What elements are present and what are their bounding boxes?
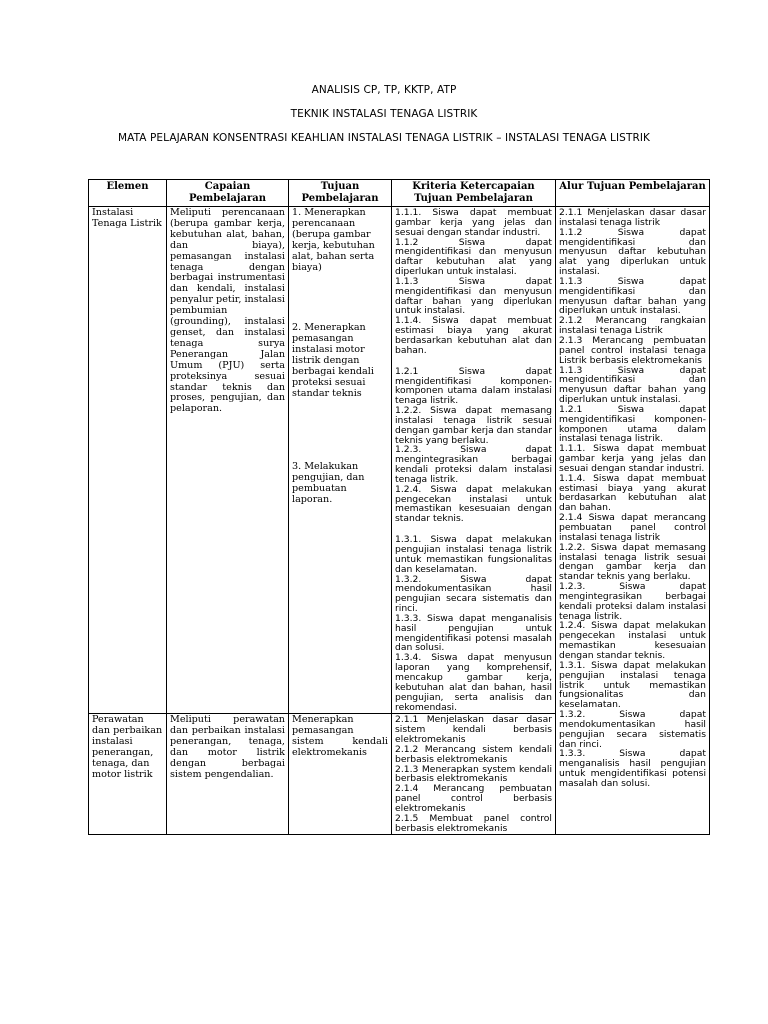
elemen-text: Perawatan dan perbaikan instalasi penerangan, tenaga, dan motor listrik [92, 714, 163, 780]
table-row [89, 207, 710, 714]
header-tujuan: Tujuan Pembelajaran [289, 180, 392, 207]
doc-title: ANALISIS CP, TP, KKTP, ATP [311, 84, 457, 96]
table-header-row [89, 180, 710, 207]
cell-tujuan [289, 207, 392, 714]
kriteria-text: 2.1.1 Menjelaskan dasar dasar sistem kendali berbasis elektromekanis 2.1.2 Merancang sistem kendali berbasis elektromekanis 2.1.3 Menerapkan system kendali berbasis elektromekanis 2.1.4 Merancang pembuatan panel control berbasis elektromekanis 2.1.5 Membuat panel control berbasis elektromekanis [395, 714, 552, 834]
analysis-table [88, 179, 710, 835]
cell-capaian [167, 207, 289, 714]
cell-elemen [89, 207, 167, 714]
cell-kriteria [392, 207, 556, 714]
capaian-text: Meliputi perawatan dan perbaikan instalasi penerangan, tenaga, dan motor listrik dengan berbagai sistem pengendalian. [170, 714, 285, 780]
kriteria-group-2: 1.2.1 Siswa dapat mengidentifikasi komponen-komponen utama dalam instalasi tenaga listrik. 1.2.2. Siswa dapat memasang instalasi tenaga listrik sesuai dengan gambar kerja dan standar teknis yang berlaku. 1.2.3. Siswa dapat mengintegrasikan berbagai kendali proteksi dalam instalasi tenaga listrik. 1.2.4. Siswa dapat melakukan pengecekan instalasi untuk memastikan kesesuaian dengan standar teknis. [395, 365, 552, 525]
header-alur: Alur Tujuan Pembelajaran [556, 180, 710, 207]
alur-text: 2.1.1 Menjelaskan dasar dasar instalasi tenaga listrik 1.1.2 Siswa dapat mengidentifikasi dan menyusun daftar kebutuhan alat yang diperlukan untuk instalasi. 1.1.3 Siswa dapat mengidentifikasi dan menyusun daftar bahan yang diperlukan untuk instalasi. 2.1.2 Merancang rangkaian instalasi tenaga Listrik 2.1.3 Merancang pembuatan panel control instalasi tenaga Listrik berbasis elektromekanis 1.1.3 Siswa dapat mengidentifikasi dan menyusun daftar bahan yang diperlukan untuk instalasi. 1.2.1 Siswa dapat mengidentifikasi komponen-komponen utama dalam instalasi tenaga listrik. 1.1.1. Siswa dapat membuat gambar kerja yang jelas dan sesuai dengan standar industri. 1.1.4. Siswa dapat membuat estimasi biaya yang akurat berdasarkan kebutuhan alat dan bahan. 2.1.4 Siswa dapat merancang pembuatan panel control instalasi tenaga listrik 1.2.2. Siswa dapat memasang instalasi tenaga listrik sesuai dengan gambar kerja dan standar teknis yang berlaku. 1.2.3. Siswa dapat mengintegrasikan berbagai kendali proteksi dalam instalasi tenaga listrik. 1.2.4. Siswa dapat melakukan pengecekan instalasi untuk memastikan kesesuaian dengan standar teknis. 1.3.1. Siswa dapat melakukan pengujian instalasi tenaga listrik untuk memastikan fungsionalitas dan keselamatan. 1.3.2. Siswa dapat mendokumentasikan hasil pengujian secara sistematis dan rinci. 1.3.3. Siswa dapat menganalisis hasil pengujian untuk mengidentifikasi potensi masalah dan solusi. [559, 207, 706, 789]
cell-alur [556, 207, 710, 835]
elemen-text: Instalasi Tenaga Listrik [92, 207, 162, 229]
header-elemen: Elemen [89, 180, 167, 207]
cell-kriteria [392, 714, 556, 835]
document-header [0, 84, 768, 156]
capaian-text: Meliputi perencanaan (berupa gambar kerja, kebutuhan alat, bahan, dan biaya), pemasangan instalasi tenaga dengan berbagai instrumentasi dan kendali, instalasi penyalur petir, instalasi pembumian (grounding), instalasi genset, dan instalasi tenaga surya Penerangan Jalan Umum (PJU) serta proteksinya sesuai standar teknis dan proses, pengujian, dan pelaporan. [170, 207, 285, 415]
tujuan-1: 1. Menerapkan perencanaan (berupa gambar kerja, kebutuhan alat, bahan serta biaya) [292, 207, 375, 273]
kriteria-group-3: 1.3.1. Siswa dapat melakukan pengujian instalasi tenaga listrik untuk memastikan fungsionalitas dan keselamatan. 1.3.2. Siswa dapat mendokumentasikan hasil pengujian secara sistematis dan rinci. 1.3.3. Siswa dapat menganalisis hasil pengujian untuk mengidentifikasi potensi masalah dan solusi. 1.3.4. Siswa dapat menyusun laporan yang komprehensif, mencakup gambar kerja, kebutuhan alat dan bahan, hasil pengujian, serta analisis dan rekomendasi. [395, 534, 552, 713]
tujuan-3: 3. Melakukan pengujian, dan pembuatan laporan. [292, 460, 365, 505]
doc-subject-line: MATA PELAJARAN KONSENTRASI KEAHLIAN INSTALASI TENAGA LISTRIK – INSTALASI TENAGA LISTRIK [117, 132, 651, 144]
kriteria-group-1: 1.1.1. Siswa dapat membuat gambar kerja yang jelas dan sesuai dengan standar industri. 1.1.2 Siswa dapat mengidentifikasi dan menyusun daftar kebutuhan alat yang diperlukan untuk instalasi. 1.1.3 Siswa dapat mengidentifikasi dan menyusun daftar bahan yang diperlukan untuk instalasi. 1.1.4. Siswa dapat membuat estimasi biaya yang akurat berdasarkan kebutuhan alat dan bahan. [395, 207, 552, 356]
header-kriteria: Kriteria Ketercapaian Tujuan Pembelajaran [392, 180, 556, 207]
cell-elemen [89, 714, 167, 835]
cell-tujuan [289, 714, 392, 835]
cell-capaian [167, 714, 289, 835]
header-capaian: Capaian Pembelajaran [167, 180, 289, 207]
tujuan-text: Menerapkan pemasangan sistem kendali elektromekanis [292, 714, 388, 759]
tujuan-2: 2. Menerapkan pemasangan instalasi motor listrik dengan berbagai kendali proteksi sesuai standar teknis [292, 322, 374, 399]
doc-subtitle: TEKNIK INSTALASI TENAGA LISTRIK [290, 108, 478, 120]
